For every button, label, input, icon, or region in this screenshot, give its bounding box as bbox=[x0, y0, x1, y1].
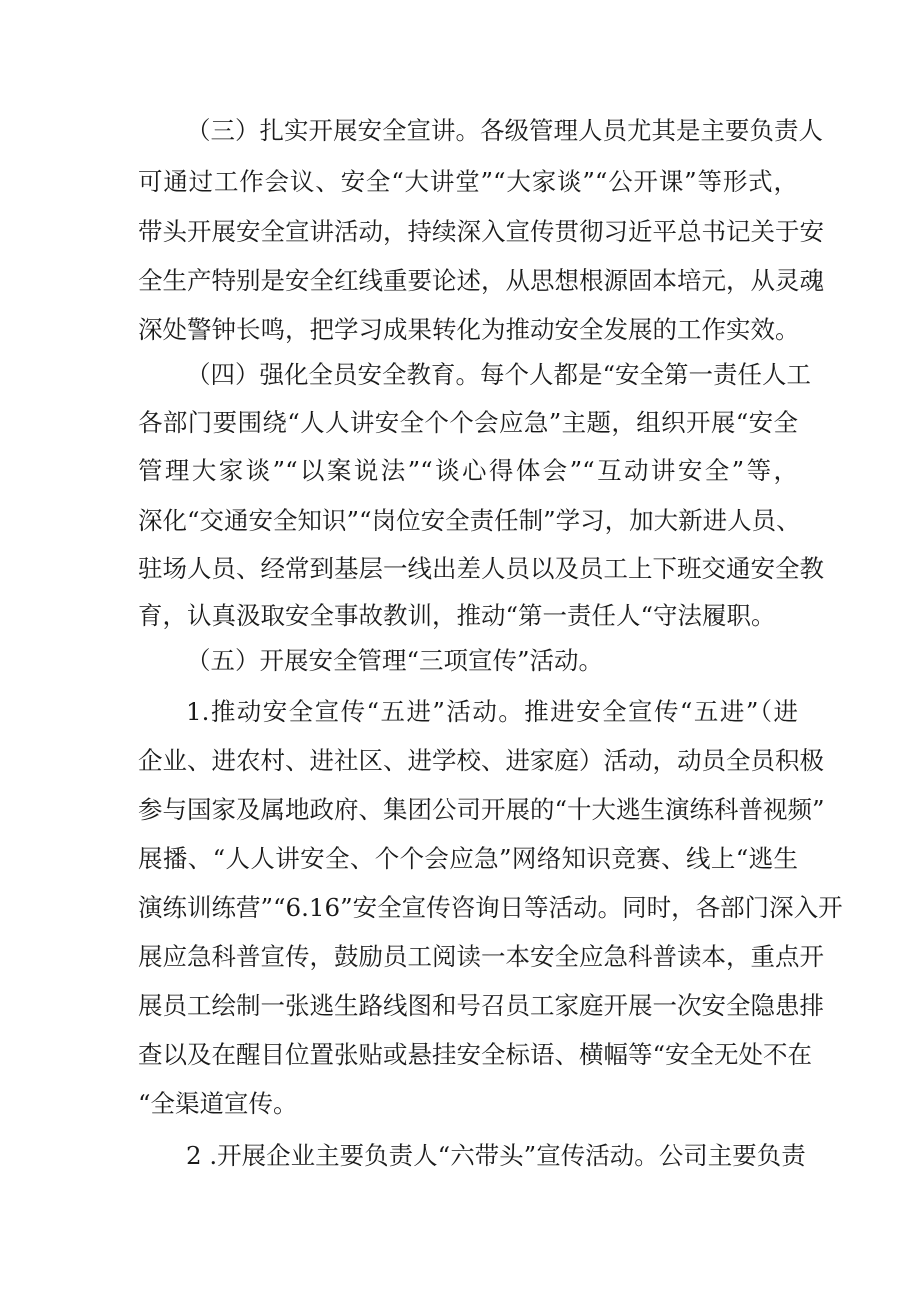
paragraph-line: 可通过工作会议、安全“大讲堂”“大家谈”“公开课”等形式， bbox=[138, 167, 798, 196]
paragraph-line: 带头开展安全宣讲活动，持续深入宣传贯彻习近平总书记关于安 bbox=[138, 217, 824, 246]
paragraph-line: （四）强化全员安全教育。每个人都是“安全第一责任人工 bbox=[186, 360, 812, 389]
paragraph-line: 展应急科普宣传，鼓励员工阅读一本安全应急科普读本，重点开 bbox=[138, 942, 824, 971]
paragraph-line: 各部门要围绕“人人讲安全个个会应急”主题，组织开展“安全 bbox=[138, 408, 798, 437]
paragraph-line: “全渠道宣传。 bbox=[138, 1089, 298, 1118]
paragraph-line: 2 .开展企业主要负责人“六带头”宣传活动。公司主要负责 bbox=[186, 1141, 806, 1170]
paragraph-line: 查以及在醒目位置张贴或悬挂安全标语、横幅等“安全无处不在 bbox=[138, 1040, 813, 1069]
paragraph-line: （三）扎实开展安全宣讲。各级管理人员尤其是主要负责人 bbox=[186, 116, 823, 145]
paragraph-line: 企业、进农村、进社区、进学校、进家庭）活动，动员全员积极 bbox=[138, 746, 824, 775]
paragraph-line: 1.推动安全宣传“五进”活动。推进安全宣传“五进”（进 bbox=[186, 697, 798, 726]
paragraph-line: 展员工绘制一张逃生路线图和号召员工家庭开展一次安全隐患排 bbox=[138, 991, 824, 1020]
paragraph-line: 深处警钟长鸣，把学习成果转化为推动安全发展的工作实效。 bbox=[138, 315, 800, 344]
paragraph-line: 演练训练营”“6.16”安全宣传咨询日等活动。同时，各部门深入开 bbox=[138, 893, 843, 922]
paragraph-line: 展播、“人人讲安全、个个会应急”网络知识竞赛、线上“逃生 bbox=[138, 844, 798, 873]
paragraph-line: 育，认真汲取安全事故教训，推动“第一责任人“守法履职。 bbox=[138, 601, 776, 630]
paragraph-line: 深化“交通安全知识”“岗位安全责任制”学习，加大新进人员、 bbox=[138, 506, 801, 535]
paragraph-line: 管理大家谈”“以案说法”“谈心得体会”“互动讲安全”等， bbox=[138, 456, 798, 485]
paragraph-line: 全生产特别是安全红线重要论述，从思想根源固本培元，从灵魂 bbox=[138, 266, 824, 295]
section-heading: （五）开展安全管理“三项宣传”活动。 bbox=[186, 646, 604, 675]
paragraph-line: 参与国家及属地政府、集团公司开展的“十大逃生演练科普视频” bbox=[138, 795, 825, 824]
paragraph-line: 驻场人员、经常到基层一线出差人员以及员工上下班交通安全教 bbox=[138, 554, 824, 583]
